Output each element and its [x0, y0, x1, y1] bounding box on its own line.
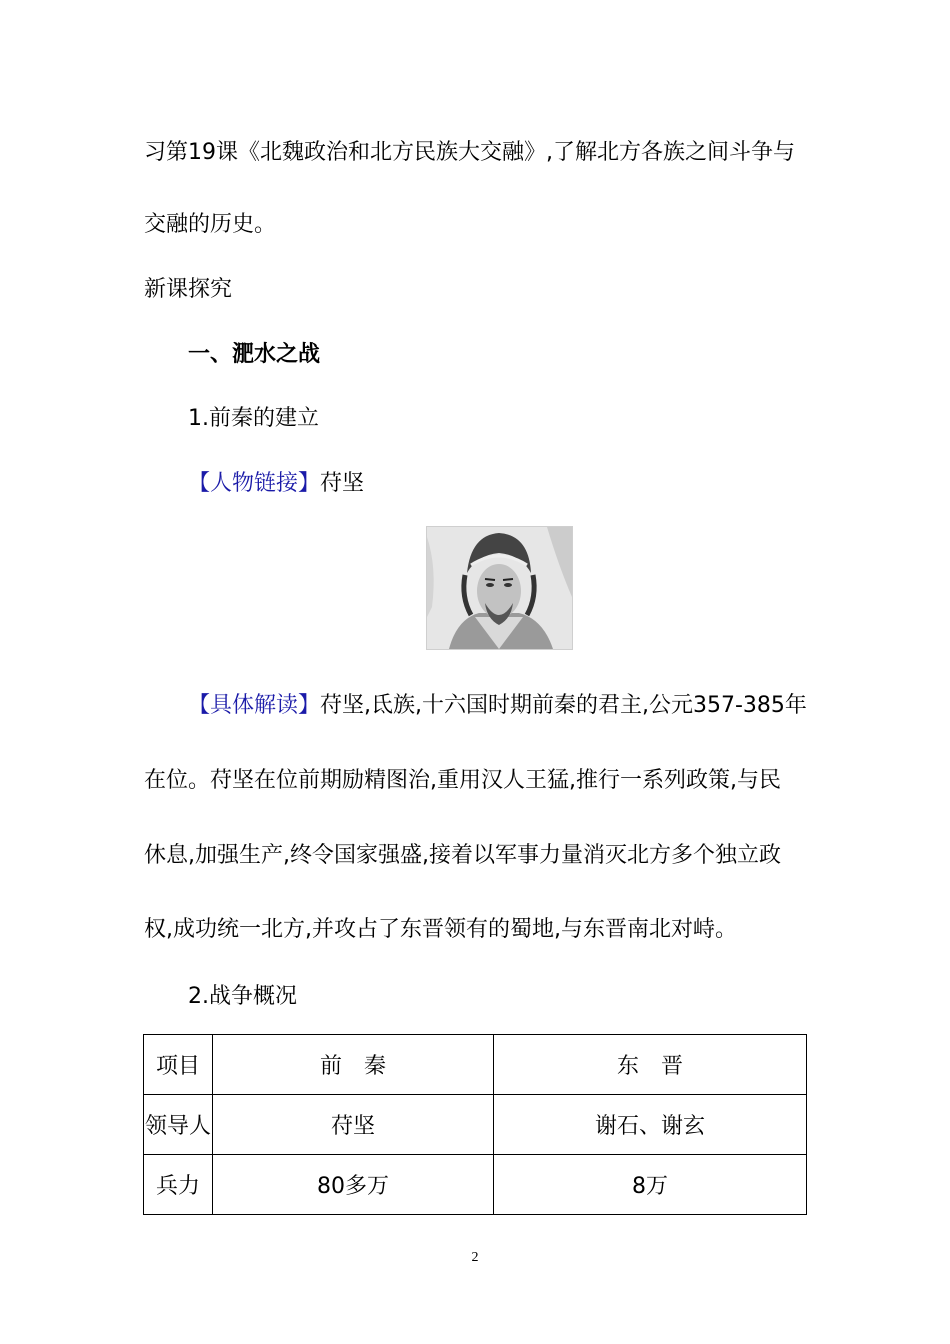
table-cell: 苻坚 [213, 1095, 494, 1155]
table-cell: 兵力 [144, 1155, 213, 1215]
table-cell: 项目 [144, 1035, 213, 1095]
table-cell: 8万 [494, 1155, 807, 1215]
person-link-paragraph [188, 470, 364, 498]
table-cell: 领导人 [144, 1095, 213, 1155]
reading-text-1: 苻坚,氐族,十六国时期前秦的君主,公元357-385年 [320, 693, 807, 718]
table-cell: 东 晋 [494, 1035, 807, 1095]
fu-jian-portrait [426, 526, 573, 650]
table-row [144, 1035, 807, 1095]
table-cell: 前 秦 [213, 1035, 494, 1095]
reading-line-2: 在位。苻坚在位前期励精图治,重用汉人王猛,推行一系列政策,与民 [144, 768, 781, 793]
heading-feishui-battle: 一、淝水之战 [188, 342, 321, 367]
table-cell: 80多万 [213, 1155, 494, 1215]
portrait-illustration [427, 527, 572, 649]
war-overview-table [143, 1034, 807, 1215]
table-cell: 谢石、谢玄 [494, 1095, 807, 1155]
reading-line-4: 权,成功统一北方,并攻占了东晋领有的蜀地,与东晋南北对峙。 [144, 917, 737, 942]
table-row [144, 1095, 807, 1155]
intro-line-2: 交融的历史。 [144, 212, 277, 237]
subheading-founding: 1.前秦的建立 [188, 406, 319, 431]
person-link-tag: 【人物链接】 [188, 471, 321, 496]
reading-tag: 【具体解读】 [188, 693, 321, 718]
person-link-name: 苻坚 [320, 471, 365, 496]
section-title: 新课探究 [144, 277, 233, 302]
subheading-war-overview: 2.战争概况 [188, 984, 297, 1009]
reading-line-3: 休息,加强生产,终令国家强盛,接着以军事力量消灭北方多个独立政 [144, 843, 781, 868]
table-row [144, 1155, 807, 1215]
intro-line-1: 习第19课《北魏政治和北方民族大交融》,了解北方各族之间斗争与 [144, 140, 795, 165]
reading-line-1 [188, 692, 807, 720]
page-number: 2 [471, 1250, 479, 1265]
